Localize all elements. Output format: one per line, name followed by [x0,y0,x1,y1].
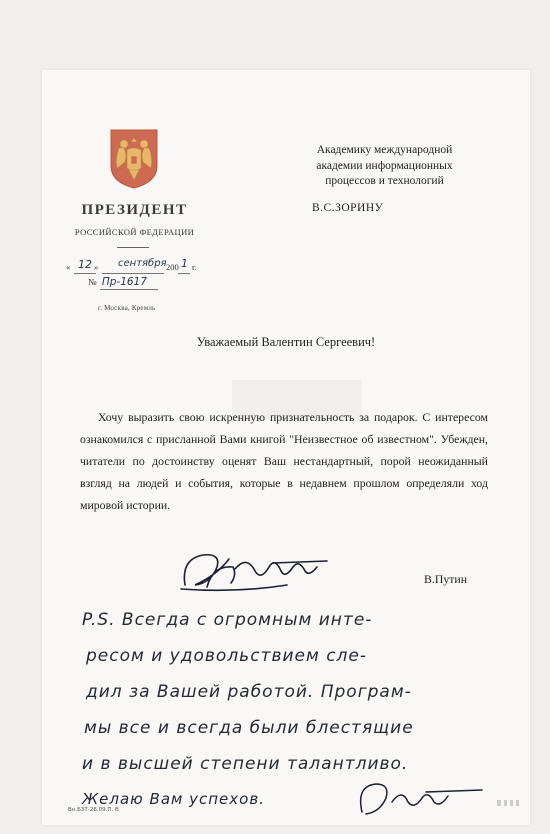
postscript-line-6: Желаю Вам успехов. [82,790,265,808]
letter-body [80,406,488,516]
signature-image [177,545,347,595]
postscript-line-4: мы все и всегда были блестящие [84,718,414,738]
postscript-line-3: дил за Вашей работой. Програм- [86,682,412,702]
postscript-line-5: и в высшей степени талантливо. [82,754,409,774]
city-line: г. Москва, Кремль [98,304,156,312]
date-close-quote: » [94,262,99,272]
date-year-prefix: 200 [166,262,179,272]
footer-stamp: Вн.Б37-26.09.П. В [68,807,119,813]
date-year-suffix: г. [192,262,197,272]
addressee-block [267,143,502,190]
date-line [66,257,206,274]
signer-name: В.Путин [424,572,468,586]
addressee-line-1: Академику международной [316,144,453,156]
greeting: Уважаемый Валентин Сергеевич! [196,335,376,349]
number-prefix: № [88,277,97,287]
postscript-line-2: ресом и удовольствием сле- [86,646,368,666]
document-number [88,276,198,288]
postscript-signature-image [342,772,502,822]
decorative-dots-icon [497,798,527,808]
letterhead-title: ПРЕЗИДЕНТ [81,202,188,218]
date-year-digit: 1 [181,257,188,270]
number-value: Пр-1617 [101,276,147,288]
body-paragraph: Хочу выразить свою искренную признательность за подарок. С интересом ознакомился с присланной Вами книгой "Неизвестное об известном". Убежден, читатели по достоинству оценят Ваш нестандартный, порой неожиданный взгляд на людей и события, которые в недавнем прошлом определяли ход мировой истории. [80,410,488,512]
addressee-line-3: процессов и технологий [325,175,444,187]
addressee-line-2: академии информационных [316,159,453,172]
letterhead-divider [117,247,149,248]
double-headed-eagle-emblem-icon [107,126,161,190]
letterhead-subtitle: РОССИЙСКОЙ ФЕДЕРАЦИИ [74,227,195,237]
date-day: 12 [78,258,92,271]
date-month: сентября [118,258,167,269]
addressee-name: В.С.ЗОРИНУ [312,202,384,214]
letter-sheet [42,70,530,825]
postscript-line-1: P.S. Всегда с огромным инте- [82,610,373,630]
date-open-quote: « [66,262,71,272]
